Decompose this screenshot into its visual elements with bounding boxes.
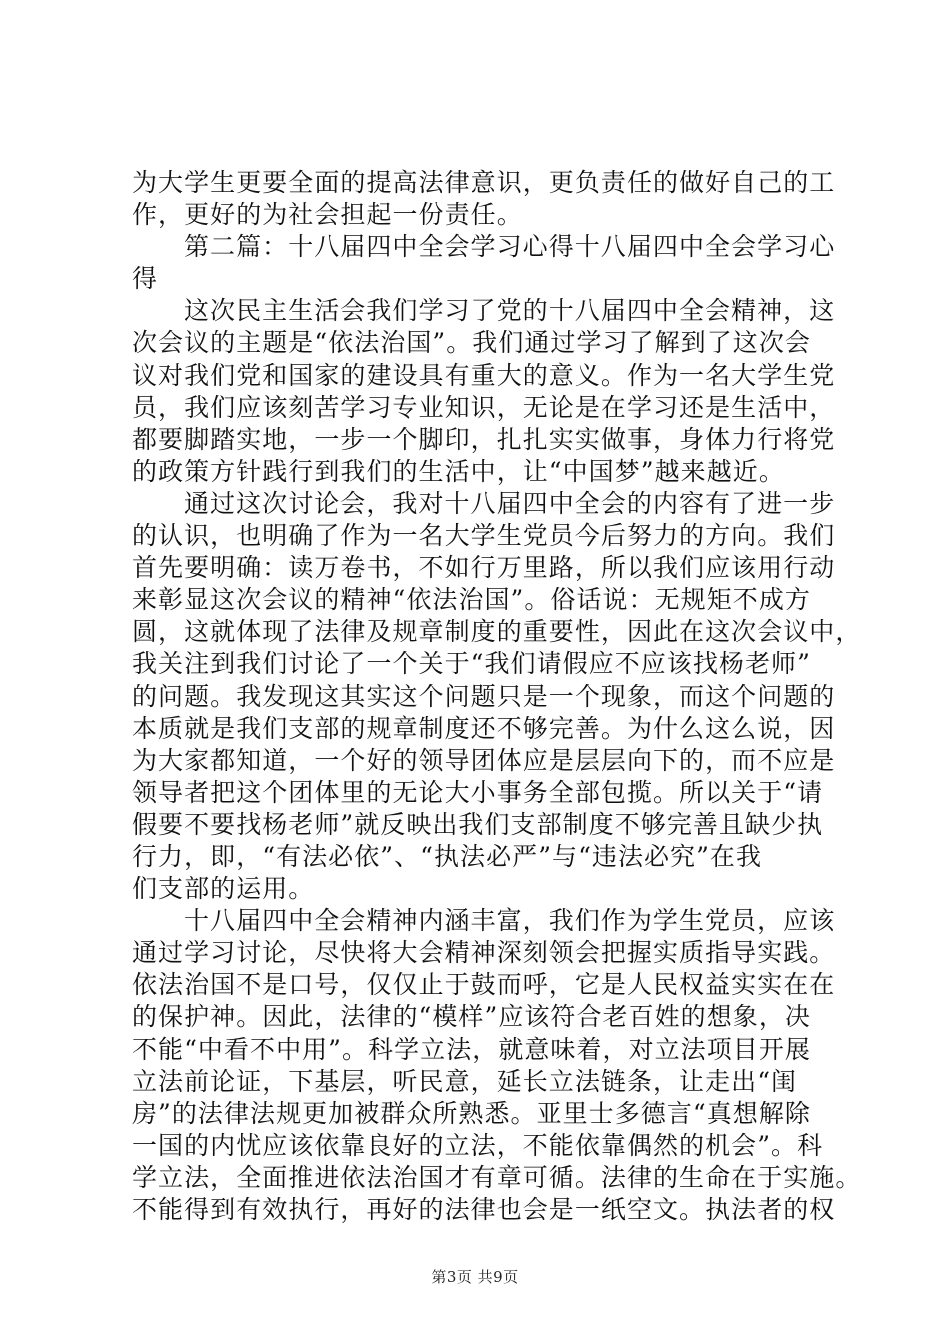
text-line: 为大学生更要全面的提高法律意识，更负责任的做好自己的工 <box>132 168 836 197</box>
page-footer: 第3页 共9页 <box>431 1268 519 1286</box>
text-line: 都要脚踏实地，一步一个脚印，扎扎实实做事，身体力行将党 <box>132 424 836 454</box>
text-line: 十八届四中全会精神内涵丰富，我们作为学生党员，应该 <box>184 906 836 936</box>
text-line: 员，我们应该刻苦学习专业知识，无论是在学习还是生活中， <box>132 392 836 422</box>
text-line: 次会议的主题是“依法治国”。我们通过学习了解到了这次会 <box>132 328 811 358</box>
text-line: 房”的法律法规更加被群众所熟悉。亚里士多德言“真想解除 <box>132 1098 811 1128</box>
text-line: 通过这次讨论会，我对十八届四中全会的内容有了进一步 <box>184 488 836 518</box>
text-line: 本质就是我们支部的规章制度还不够完善。为什么这么说，因 <box>132 713 836 743</box>
text-line: 的问题。我发现这其实这个问题只是一个现象，而这个问题的 <box>132 681 836 711</box>
document-body <box>132 167 862 1226</box>
text-line: 议对我们党和国家的建设具有重大的意义。作为一名大学生党 <box>132 360 836 390</box>
text-line: 依法治国不是口号，仅仅止于鼓而呼，它是人民权益实实在在 <box>132 970 836 1000</box>
text-line: 的政策方针践行到我们的生活中，让“中国梦”越来越近。 <box>132 456 785 486</box>
text-line: 不能得到有效执行，再好的法律也会是一纸空文。执法者的权 <box>132 1195 836 1224</box>
text-line: 行力，即，“有法必依”、“执法必严”与“违法必究”在我 <box>132 841 763 871</box>
text-line: 第二篇：十八届四中全会学习心得十八届四中全会学习心 <box>184 232 836 262</box>
text-line: 的保护神。因此，法律的“模样”应该符合老百姓的想象，决 <box>132 1002 811 1032</box>
text-line: 学立法，全面推进依法治国才有章可循。法律的生命在于实施。 <box>132 1162 862 1192</box>
text-line: 首先要明确：读万卷书，不如行万里路，所以我们应该用行动 <box>132 553 836 583</box>
text-line: 为大家都知道，一个好的领导团体应是层层向下的，而不应是 <box>132 745 836 775</box>
text-line: 来彰显这次会议的精神“依法治国”。俗话说：无规矩不成方 <box>132 585 811 615</box>
text-line: 这次民主生活会我们学习了党的十八届四中全会精神，这 <box>184 296 836 326</box>
text-line: 一国的内忧应该依靠良好的立法，不能依靠偶然的机会”。科 <box>132 1130 824 1160</box>
text-line: 得 <box>132 264 159 294</box>
text-line: 我关注到我们讨论了一个关于“我们请假应不应该找杨老师” <box>132 649 811 679</box>
text-line: 不能“中看不中用”。科学立法，就意味着，对立法项目开展 <box>132 1034 811 1064</box>
text-line: 们支部的运用。 <box>132 874 315 904</box>
text-line: 通过学习讨论，尽快将大会精神深刻领会把握实质指导实践。 <box>132 938 836 968</box>
text-line: 圆，这就体现了法律及规章制度的重要性，因此在这次会议中， <box>132 617 862 647</box>
text-line: 假要不要找杨老师”就反映出我们支部制度不够完善且缺少执 <box>132 809 824 839</box>
text-line: 立法前论证，下基层，听民意，延长立法链条，让走出“闺 <box>132 1066 798 1096</box>
text-line: 的认识，也明确了作为一名大学生党员今后努力的方向。我们 <box>132 521 836 551</box>
text-line: 作，更好的为社会担起一份责任。 <box>132 200 523 230</box>
text-line: 领导者把这个团体里的无论大小事务全部包揽。所以关于“请 <box>132 777 824 807</box>
